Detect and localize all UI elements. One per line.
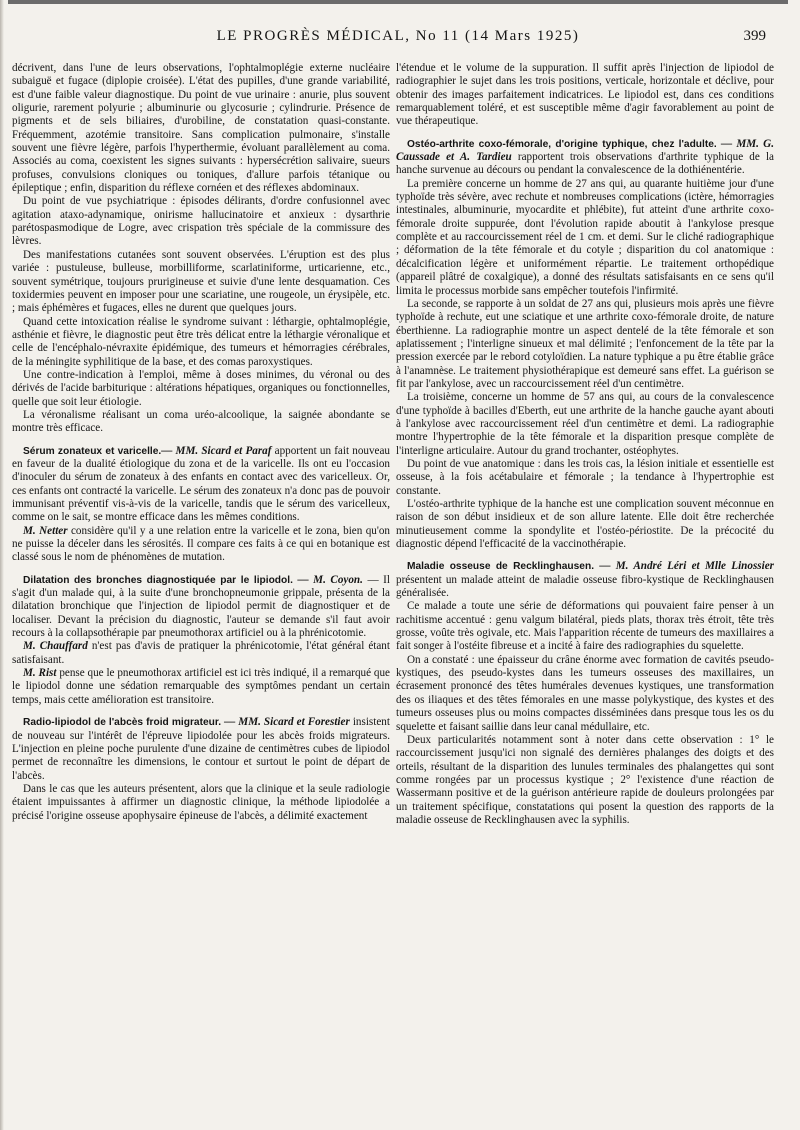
paragraph-text: considère qu'il y a une relation entre la varicelle et le zona, bien qu'on ne puisse la déceler dans les sérosités. Il compare ces faits à ce qui en botanique est classé sous le nom de phénomènes de mutation. — [12, 524, 390, 564]
section-recklinghausen — [396, 560, 774, 600]
paragraph — [12, 640, 390, 667]
page-number: 399 — [743, 28, 766, 44]
author: M. Chauffard — [23, 640, 88, 653]
header-rule — [8, 0, 788, 4]
section-authors: — M. Coyon. — [292, 573, 363, 586]
paragraph — [12, 525, 390, 565]
section-title: Sérum zonateux et varicelle. — [23, 445, 162, 457]
section-text: — Il s'agit d'un malade qui, à la suite d'une bronchopneumonie grippale, présenta de la dilatation bronchique que l'injection de lipiodol permit de diagnostiquer et de localiser. Devant la précision du diagnostic, l'auteur se demande s'il faut avoir recours à la collapsothérapie par pneumothorax artificiel ou à la phrénicotomie. — [12, 573, 390, 640]
section-text: rapportent trois observations d'arthrite typhique de la hanche survenue au décours ou pendant la convalescence de la dothiénentérie. — [396, 151, 774, 177]
paragraph: La seconde, se rapporte à un soldat de 27 ans qui, plusieurs mois après une fièvre typhoïde à rechute, eut une sciatique et une arthrite coxo-fémorale droite, de nature éberthienne. La radiographie montre un aspect dentelé de la tête fémorale et son aplatissement ; l'interligne sinueux et mal délimité ; l'enfoncement de la tête par la pression exercée par le rebord cotyloïdien. La nature typhique a pu être établie grâce à l'anamnèse. Le traitement physiothérapique est demeuré sans effet. La guérison se fit par l'ankylose, avec un raccourcissement réel d'un centimètre. — [396, 297, 774, 390]
binding-edge — [0, 0, 4, 1130]
paragraph: Quand cette intoxication réalise le syndrome suivant : léthargie, ophtalmoplégie, asthénie et fièvre, le diagnostic peut être très délicat entre la léthargie véronalique et celle de l'encéphalo-névraxite épidémique, des tumeurs et hémorragies cérébrales, de la méningite syphilitique de la base, et des comas paroxystiques. — [12, 315, 390, 368]
section-text: insistent de nouveau sur l'intérêt de l'épreuve lipiodolée pour les abcès froids migrateurs. L'injection en pleine poche purulente d'une dizaine de centimètres cubes de lipiodol permet de reconnaître les dimensions, le contour et surtout le point de départ de l'abcès. — [12, 716, 390, 782]
paragraph: La première concerne un homme de 27 ans qui, au quarante huitième jour d'une typhoïde très sévère, avec rechute et nombreuses complications (ictère, hémorragies intestinales, albuminurie, myocardite et phlébite), fut atteint d'une arthrite coxo-fémorale droite suppurée, dont l'évolution rapide aboutit à l'ankylose presque complète et au raccourcissement réel de 1 cm. et demi. Sur le cliché radiographique ; déformation de la tête fémorale et du cotyle ; disparition du col anatomique : décalcification légère et uniformément répartie. Le traitement orthopédique (appareil plâtré de coxalgique), a donné des résultats satisfaisants en ce sens qu'il limita le processus morbide sans empêcher toutefois l'infirmité. — [396, 177, 774, 297]
section-serum-zonateux — [12, 445, 390, 525]
section-title: Dilatation des bronches diagnostiquée par le lipiodol. — [23, 574, 293, 586]
section-authors: — MM. G. Caussade et A. Tardieu — [396, 137, 774, 164]
paragraph — [12, 667, 390, 707]
section-authors: — M. André Léri et Mlle Linossier — [594, 560, 774, 573]
paragraph: Du point de vue anatomique : dans les trois cas, la lésion initiale et essentielle est osseuse, à la fois acétabulaire et fémorale ; la tendance à l'hypertrophie est constante. — [396, 457, 774, 497]
paragraph: La troisième, concerne un homme de 57 ans qui, au cours de la convalescence d'une typhoïde à bacilles d'Eberth, eut une arthrite de la hanche gauche ayant abouti à l'ankylose avec raccourcissement réel d'un centimètre et demi. La radiographie montre l'hypertrophie de la tête fémorale et la disparition presque complète de l'interligne articulaire. Autour du grand trochanter, ostéophytes. — [396, 391, 774, 457]
paragraph: On a constaté : une épaisseur du crâne énorme avec formation de cavités pseudo-kystiques, des pseudo-kystes dans les tumeurs osseuses des maxillaires, un écrasement prononcé des têtes humérales devenues kystiques, une transformation des os iliaques et des têtes fémorales en une masse polykystique, des kystes et des tumeurs osseuses plus ou moins compactes disséminées dans presque tous les os du squelette et faisant saillie dans leur canal médullaire, etc. — [396, 653, 774, 733]
paragraph: La véronalisme réalisant un coma uréo-alcoolique, la saignée abondante se montre très efficace. — [12, 408, 390, 435]
author: M. Rist — [23, 667, 57, 680]
section-radio-lipiodol — [12, 716, 390, 783]
left-column — [12, 62, 390, 823]
section-title: Ostéo-arthrite coxo-fémorale, d'origine typhique, chez l'adulte. — [407, 138, 717, 150]
paragraph: Deux particularités notamment sont à noter dans cette observation : 1° le raccourcissement jusqu'ici non signalé des dernières phalanges des doigts et des orteils, résultant de la disparition des lunules terminales des phalangettes qui sont comme rongées par un processus kystique ; 2° l'existence d'une réaction de Wassermann positive et de la guérison antérieure rapide de douleurs prolongées par un traitement spécifique, constatations qui posent la question des rapports de la maladie osseuse de Recklinghausen avec la syphilis. — [396, 733, 774, 826]
paragraph: Une contre-indication à l'emploi, même à doses minimes, du véronal ou des dérivés de l'acide barbiturique : altérations hépatiques, organiques ou fonctionnelles, quelle que soit leur étiologie. — [12, 368, 390, 408]
paragraph: L'ostéo-arthrite typhique de la hanche est une complication souvent méconnue en raison de son début insidieux et de son allure latente. Elle doit être recherchée minutieusement comme la spondylite et l'ostéo-périostite. De la précocité du diagnostic dépend l'efficacité de la vaccinothérapie. — [396, 498, 774, 551]
paragraph-text: n'est pas d'avis de pratiquer la phrénicotomie, l'état général étant satisfaisant. — [12, 640, 390, 666]
section-osteo-arthrite — [396, 138, 774, 178]
section-text: présentent un malade atteint de maladie osseuse fibro-kystique de Recklinghausen généralisée. — [396, 573, 774, 600]
section-authors: — MM. Sicard et Paraf — [161, 444, 272, 457]
page-header — [8, 0, 788, 58]
section-dilatation-bronches — [12, 574, 390, 641]
right-column — [396, 62, 774, 827]
paragraph: décrivent, dans l'une de leurs observations, l'ophtalmoplégie externe nucléaire subaiguë et fugace (diplopie croisée). L'état des pupilles, d'une grande variabilité, est d'une faible valeur diagnostique. Du point de vue urinaire : anurie, plus souvent oligurie, rarement polyurie ; albuminurie ou glycosurie ; cylindrurie. Présence de pigments et de sels biliaires, d'urobiline, de constatation quasi-constante. Fréquemment, azotémie transitoire. Sans complication pulmonaire, s'installe souvent une fièvre légère, parfois l'hyperthermie, évoluant parallèlement au coma. Associés au coma, coexistent les signes suivants : hypersécrétion salivaire, sueurs profuses, convulsions cloniques ou toniques, d'allure parfois tétanique ou épileptique ; enfin, disparition du réflexe cornéen et des réflexes abdominaux. — [12, 62, 390, 195]
running-title: LE PROGRÈS MÉDICAL, No 11 (14 Mars 1925) — [216, 28, 580, 44]
section-title: Radio-lipiodol de l'abcès froid migrateur. — [23, 717, 222, 729]
section-authors: — MM. Sicard et Forestier — [221, 716, 350, 729]
section-title: Maladie osseuse de Recklinghausen. — [407, 561, 595, 573]
section-text: apportent un fait nouveau en faveur de la dualité étiologique du zona et de la varicelle. Ils ont eu l'occasion d'inoculer du sérum de zonateux à des enfants en contact avec des varicelleux. Or, ces enfants ont contracté la varicelle. Le sérum des zonateux n'a donc pas de pouvoir immunisant préventif vis-à-vis de la varicelle, tandis que le sérum des varicelleux, comme on le sait, se montre efficace dans les mêmes conditions. — [12, 444, 390, 524]
paragraph-text: pense que le pneumothorax artificiel est ici très indiqué, il a remarqué que le lipiodol donne une sédation remarquable des symptômes pendant un certain temps, mais cette amélioration est transitoire. — [12, 667, 390, 706]
paragraph: Des manifestations cutanées sont souvent observées. L'éruption est des plus variée : pustuleuse, bulleuse, morbilliforme, scarlatiniforme, urticarienne, etc., souvent symétrique, toujours prurigineuse et suivie d'une lente desquamation. Ces toxidermies peuvent en imposer pour une scariatine, une rougeole, un érysipèle, etc. ; mais éphémères et fugaces, elles ne durent que quelques jours. — [12, 248, 390, 315]
paragraph: l'étendue et le volume de la suppuration. Il suffit après l'injection de lipiodol de radiographier le sujet dans les trois positions, verticale, horizontale et déclive, pour obtenir des images parfaitement indicatrices. Le lipiodol est, dans ces conditions remarquablement toléré, et est susceptible même d'agir favorablement au point de vue thérapeutique. — [396, 62, 774, 128]
author: M. Netter — [23, 524, 68, 537]
paragraph: Du point de vue psychiatrique : épisodes délirants, d'ordre confusionnel avec agitation ataxo-adynamique, onirisme hallucinatoire et anxieux : dysarthrie parétospasmodique de Logre, avec crispation très spéciale de la commissure des lèvres. — [12, 195, 390, 248]
paragraph: Dans le cas que les auteurs présentent, alors que la clinique et la seule radiologie étaient impuissantes à affirmer un diagnostic clinique, la méthode lipiodolée a précisé l'origine osseuse apophysaire épineuse de l'abcès, a délimité exactement — [12, 782, 390, 822]
paragraph: Ce malade a toute une série de déformations qui pouvaient faire penser à un rachitisme accentué : genu valgum bilatéral, pieds plats, thorax très étroit, tête très grosse, voûte très ogivale, etc. Mais l'apparition récente de tumeurs des maxillaires a fait songer à l'ostéite fibreuse et a incité à faire des radiographies du squelette. — [396, 600, 774, 653]
